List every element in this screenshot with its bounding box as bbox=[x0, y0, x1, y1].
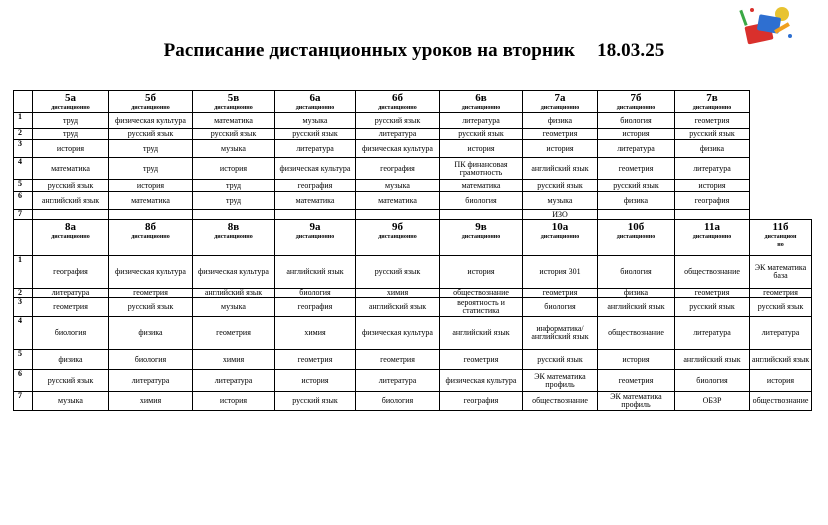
lesson-cell: ЭК математика профиль bbox=[598, 392, 675, 411]
lesson-cell: геометрия bbox=[33, 298, 109, 317]
mode-label: дистанционно bbox=[131, 105, 170, 111]
lesson-number: 7 bbox=[14, 210, 33, 220]
lesson-cell: русский язык bbox=[275, 392, 356, 411]
class-name: 8б bbox=[145, 221, 156, 233]
lesson-cell: английский язык bbox=[598, 298, 675, 317]
lesson-cell: ЭК математика база bbox=[750, 256, 812, 289]
lesson-cell: английский язык bbox=[33, 192, 109, 210]
lesson-cell: физика bbox=[109, 317, 193, 350]
lesson-cell: литература bbox=[750, 317, 812, 350]
lesson-cell: литература bbox=[193, 370, 275, 392]
lesson-cell: география bbox=[275, 180, 356, 192]
class-header-cell bbox=[109, 91, 193, 113]
lesson-cell: английский язык bbox=[193, 289, 275, 298]
lesson-cell: музыка bbox=[275, 113, 356, 129]
class-name: 8в bbox=[227, 221, 240, 233]
lesson-row bbox=[14, 129, 812, 140]
lesson-cell: русский язык bbox=[675, 298, 750, 317]
lesson-cell: история bbox=[440, 256, 523, 289]
mode-label: дистанционно bbox=[540, 234, 580, 240]
lesson-cell: труд bbox=[193, 180, 275, 192]
lesson-cell: геометрия bbox=[356, 350, 440, 370]
lesson-number: 5 bbox=[14, 180, 33, 192]
lesson-cell: труд bbox=[33, 113, 109, 129]
lesson-number: 5 bbox=[14, 350, 33, 370]
lesson-cell: математика bbox=[440, 180, 523, 192]
lesson-number: 6 bbox=[14, 370, 33, 392]
lesson-cell bbox=[598, 210, 675, 220]
lesson-cell: обществознание bbox=[523, 392, 598, 411]
lesson-cell: физика bbox=[598, 289, 675, 298]
lesson-cell: химия bbox=[109, 392, 193, 411]
lesson-cell: русский язык bbox=[193, 129, 275, 140]
header-row bbox=[14, 91, 812, 113]
lesson-cell: геометрия bbox=[598, 370, 675, 392]
mode-label: дистанцион bbox=[764, 234, 797, 240]
lesson-cell: обществознание bbox=[440, 289, 523, 298]
mode-label: дистанционно bbox=[616, 105, 656, 111]
lesson-cell: русский язык bbox=[440, 129, 523, 140]
lesson-cell: геометрия bbox=[523, 129, 598, 140]
lesson-cell: литература bbox=[356, 129, 440, 140]
lesson-row bbox=[14, 392, 812, 411]
lesson-cell: обществознание bbox=[750, 392, 812, 411]
mode-label: дистанционно bbox=[461, 234, 501, 240]
lesson-cell: русский язык bbox=[598, 180, 675, 192]
lesson-cell: литература bbox=[33, 289, 109, 298]
lesson-cell: биология bbox=[440, 192, 523, 210]
lesson-cell: физика bbox=[33, 350, 109, 370]
lesson-cell: биология bbox=[598, 256, 675, 289]
lesson-cell: история bbox=[598, 350, 675, 370]
empty-cell bbox=[750, 192, 812, 210]
class-header-cell bbox=[598, 91, 675, 113]
mode-label: дистанционно bbox=[378, 234, 417, 240]
class-name: 5а bbox=[65, 92, 76, 104]
lesson-cell: труд bbox=[193, 192, 275, 210]
class-header-cell bbox=[356, 220, 440, 256]
lesson-row bbox=[14, 370, 812, 392]
class-header-cell bbox=[523, 220, 598, 256]
lesson-cell: география bbox=[275, 298, 356, 317]
class-name: 11б bbox=[772, 221, 789, 233]
lesson-cell: биология bbox=[598, 113, 675, 129]
empty-cell bbox=[750, 140, 812, 158]
lesson-number: 2 bbox=[14, 129, 33, 140]
lesson-cell: история bbox=[33, 140, 109, 158]
lesson-cell: биология bbox=[275, 289, 356, 298]
lesson-cell: русский язык bbox=[275, 129, 356, 140]
empty-cell bbox=[750, 113, 812, 129]
empty-cell bbox=[750, 129, 812, 140]
lesson-cell bbox=[356, 210, 440, 220]
class-name: 11а bbox=[704, 221, 720, 233]
empty-cell bbox=[750, 210, 812, 220]
lesson-cell: вероятность и статистика bbox=[440, 298, 523, 317]
class-header-cell bbox=[440, 220, 523, 256]
class-name: 9а bbox=[309, 221, 321, 233]
lesson-cell: английский язык bbox=[356, 298, 440, 317]
lesson-cell: география bbox=[675, 192, 750, 210]
lesson-row bbox=[14, 298, 812, 317]
lesson-cell: музыка bbox=[523, 192, 598, 210]
lesson-cell: история bbox=[109, 180, 193, 192]
page-title bbox=[0, 40, 828, 62]
class-name: 7в bbox=[706, 92, 718, 104]
lesson-cell: математика bbox=[33, 158, 109, 180]
mode-label: дистанционно bbox=[540, 105, 580, 111]
title-date: 18.03.25 bbox=[597, 40, 665, 61]
corner-cell bbox=[14, 91, 33, 113]
mode-label: дистанционно bbox=[51, 234, 90, 240]
lesson-number: 1 bbox=[14, 256, 33, 289]
lesson-cell bbox=[275, 210, 356, 220]
lesson-cell: ПК финансовая грамотность bbox=[440, 158, 523, 180]
lesson-cell: геометрия bbox=[675, 289, 750, 298]
class-header-cell bbox=[675, 91, 750, 113]
lesson-cell: геометрия bbox=[750, 289, 812, 298]
lesson-cell: химия bbox=[356, 289, 440, 298]
lesson-cell: музыка bbox=[193, 298, 275, 317]
lesson-cell: ОБЗР bbox=[675, 392, 750, 411]
class-header-cell bbox=[523, 91, 598, 113]
class-header-cell bbox=[275, 91, 356, 113]
lesson-number: 4 bbox=[14, 158, 33, 180]
lesson-cell: биология bbox=[675, 370, 750, 392]
class-name: 7а bbox=[554, 92, 566, 104]
lesson-cell: литература bbox=[440, 113, 523, 129]
lesson-cell: история bbox=[440, 140, 523, 158]
lesson-cell: английский язык bbox=[750, 350, 812, 370]
class-header-cell bbox=[193, 220, 275, 256]
lesson-number: 6 bbox=[14, 192, 33, 210]
lesson-cell: геометрия bbox=[523, 289, 598, 298]
lesson-cell: история bbox=[523, 140, 598, 158]
class-name: 9в bbox=[475, 221, 487, 233]
lesson-cell: история bbox=[598, 129, 675, 140]
lesson-cell: химия bbox=[275, 317, 356, 350]
lesson-cell: геометрия bbox=[675, 113, 750, 129]
lesson-cell: английский язык bbox=[440, 317, 523, 350]
class-name: 8а bbox=[65, 221, 76, 233]
class-name: 6б bbox=[392, 92, 403, 104]
mode-label: дистанционно bbox=[461, 105, 501, 111]
lesson-cell: обществознание bbox=[598, 317, 675, 350]
lesson-cell: русский язык bbox=[675, 129, 750, 140]
lesson-cell: русский язык bbox=[750, 298, 812, 317]
corner-cell bbox=[14, 220, 33, 256]
lesson-cell: литература bbox=[109, 370, 193, 392]
lesson-cell: физика bbox=[675, 140, 750, 158]
lesson-cell: физика bbox=[523, 113, 598, 129]
lesson-cell: английский язык bbox=[675, 350, 750, 370]
lesson-cell: литература bbox=[356, 370, 440, 392]
lesson-row bbox=[14, 192, 812, 210]
empty-cell bbox=[750, 180, 812, 192]
lesson-cell: математика bbox=[356, 192, 440, 210]
lesson-cell: биология bbox=[33, 317, 109, 350]
lesson-cell: математика bbox=[109, 192, 193, 210]
lesson-cell: русский язык bbox=[33, 370, 109, 392]
lesson-cell: обществознание bbox=[675, 256, 750, 289]
mode-label: дистанционно bbox=[295, 105, 335, 111]
lesson-row bbox=[14, 140, 812, 158]
lesson-cell: русский язык bbox=[523, 350, 598, 370]
class-header-cell bbox=[356, 91, 440, 113]
lesson-cell: физическая культура bbox=[193, 256, 275, 289]
lesson-row bbox=[14, 180, 812, 192]
lesson-cell: английский язык bbox=[523, 158, 598, 180]
lesson-cell: физическая культура bbox=[109, 113, 193, 129]
mode-label: дистанционно bbox=[692, 234, 732, 240]
mode-label: дистанционно bbox=[616, 234, 656, 240]
lesson-number: 2 bbox=[14, 289, 33, 298]
lesson-cell: музыка bbox=[193, 140, 275, 158]
lesson-cell: история bbox=[675, 180, 750, 192]
lesson-row bbox=[14, 350, 812, 370]
lesson-cell: история bbox=[193, 392, 275, 411]
class-header-cell bbox=[750, 220, 812, 256]
lesson-cell: математика bbox=[193, 113, 275, 129]
empty-cell bbox=[750, 91, 812, 113]
lesson-cell: география bbox=[356, 158, 440, 180]
lesson-row bbox=[14, 210, 812, 220]
class-name: 7б bbox=[630, 92, 642, 104]
lesson-cell: информатика/английский язык bbox=[523, 317, 598, 350]
lesson-cell bbox=[440, 210, 523, 220]
lesson-cell: ЭК математика профиль bbox=[523, 370, 598, 392]
lesson-cell: физическая культура bbox=[356, 317, 440, 350]
lesson-cell bbox=[193, 210, 275, 220]
lesson-row bbox=[14, 289, 812, 298]
class-name: 5в bbox=[227, 92, 240, 104]
mode-label: дистанционно bbox=[214, 105, 253, 111]
class-header-cell bbox=[675, 220, 750, 256]
lesson-cell: география bbox=[440, 392, 523, 411]
lesson-cell: геометрия bbox=[193, 317, 275, 350]
lesson-cell bbox=[675, 210, 750, 220]
lesson-cell: история bbox=[275, 370, 356, 392]
lesson-row bbox=[14, 317, 812, 350]
lesson-cell: физическая культура bbox=[275, 158, 356, 180]
mode-label: но bbox=[777, 242, 784, 248]
class-name: 9б bbox=[392, 221, 403, 233]
lesson-cell: музыка bbox=[356, 180, 440, 192]
lesson-cell: ИЗО bbox=[523, 210, 598, 220]
lesson-cell: география bbox=[33, 256, 109, 289]
lesson-cell: математика bbox=[275, 192, 356, 210]
lesson-cell: русский язык bbox=[109, 298, 193, 317]
lesson-cell: биология bbox=[109, 350, 193, 370]
class-name: 5б bbox=[145, 92, 156, 104]
class-name: 10б bbox=[627, 221, 645, 233]
lesson-cell: геометрия bbox=[440, 350, 523, 370]
mode-label: дистанционно bbox=[51, 105, 90, 111]
header-row bbox=[14, 220, 812, 256]
class-header-cell bbox=[109, 220, 193, 256]
title-text: Расписание дистанционных уроков на вторник bbox=[163, 40, 576, 61]
lesson-cell: музыка bbox=[33, 392, 109, 411]
lesson-number: 7 bbox=[14, 392, 33, 411]
lesson-cell: история bbox=[193, 158, 275, 180]
mode-label: дистанционно bbox=[378, 105, 417, 111]
schedule-table bbox=[13, 90, 812, 411]
lesson-cell: геометрия bbox=[109, 289, 193, 298]
lesson-row bbox=[14, 256, 812, 289]
lesson-cell: биология bbox=[356, 392, 440, 411]
class-header-cell bbox=[440, 91, 523, 113]
lesson-number: 1 bbox=[14, 113, 33, 129]
class-name: 10а bbox=[551, 221, 569, 233]
lesson-cell bbox=[33, 210, 109, 220]
lesson-cell: литература bbox=[598, 140, 675, 158]
lesson-cell: физика bbox=[598, 192, 675, 210]
mode-label: дистанционно bbox=[692, 105, 732, 111]
lesson-cell: геометрия bbox=[275, 350, 356, 370]
lesson-cell: физическая культура bbox=[109, 256, 193, 289]
lesson-cell bbox=[109, 210, 193, 220]
school-supplies-icon bbox=[738, 2, 796, 46]
lesson-cell: русский язык bbox=[33, 180, 109, 192]
lesson-cell: литература bbox=[675, 317, 750, 350]
class-header-cell bbox=[598, 220, 675, 256]
empty-cell bbox=[750, 158, 812, 180]
lesson-cell: химия bbox=[193, 350, 275, 370]
class-name: 6а bbox=[309, 92, 321, 104]
lesson-cell: история bbox=[750, 370, 812, 392]
mode-label: дистанционно bbox=[295, 234, 335, 240]
lesson-cell: литература bbox=[675, 158, 750, 180]
lesson-cell: труд bbox=[109, 158, 193, 180]
lesson-number: 3 bbox=[14, 140, 33, 158]
lesson-row bbox=[14, 113, 812, 129]
mode-label: дистанционно bbox=[214, 234, 253, 240]
lesson-cell: литература bbox=[275, 140, 356, 158]
lesson-cell: труд bbox=[33, 129, 109, 140]
lesson-cell: физическая культура bbox=[440, 370, 523, 392]
class-header-cell bbox=[275, 220, 356, 256]
lesson-cell: русский язык bbox=[356, 256, 440, 289]
lesson-cell: русский язык bbox=[109, 129, 193, 140]
class-name: 6в bbox=[475, 92, 487, 104]
lesson-row bbox=[14, 158, 812, 180]
lesson-cell: физическая культура bbox=[356, 140, 440, 158]
lesson-number: 4 bbox=[14, 317, 33, 350]
lesson-cell: английский язык bbox=[275, 256, 356, 289]
lesson-number: 3 bbox=[14, 298, 33, 317]
mode-label: дистанционно bbox=[131, 234, 170, 240]
lesson-cell: труд bbox=[109, 140, 193, 158]
class-header-cell bbox=[193, 91, 275, 113]
class-header-cell bbox=[33, 220, 109, 256]
lesson-cell: история 301 bbox=[523, 256, 598, 289]
class-header-cell bbox=[33, 91, 109, 113]
lesson-cell: геометрия bbox=[598, 158, 675, 180]
lesson-cell: русский язык bbox=[523, 180, 598, 192]
lesson-cell: русский язык bbox=[356, 113, 440, 129]
lesson-cell: биология bbox=[523, 298, 598, 317]
